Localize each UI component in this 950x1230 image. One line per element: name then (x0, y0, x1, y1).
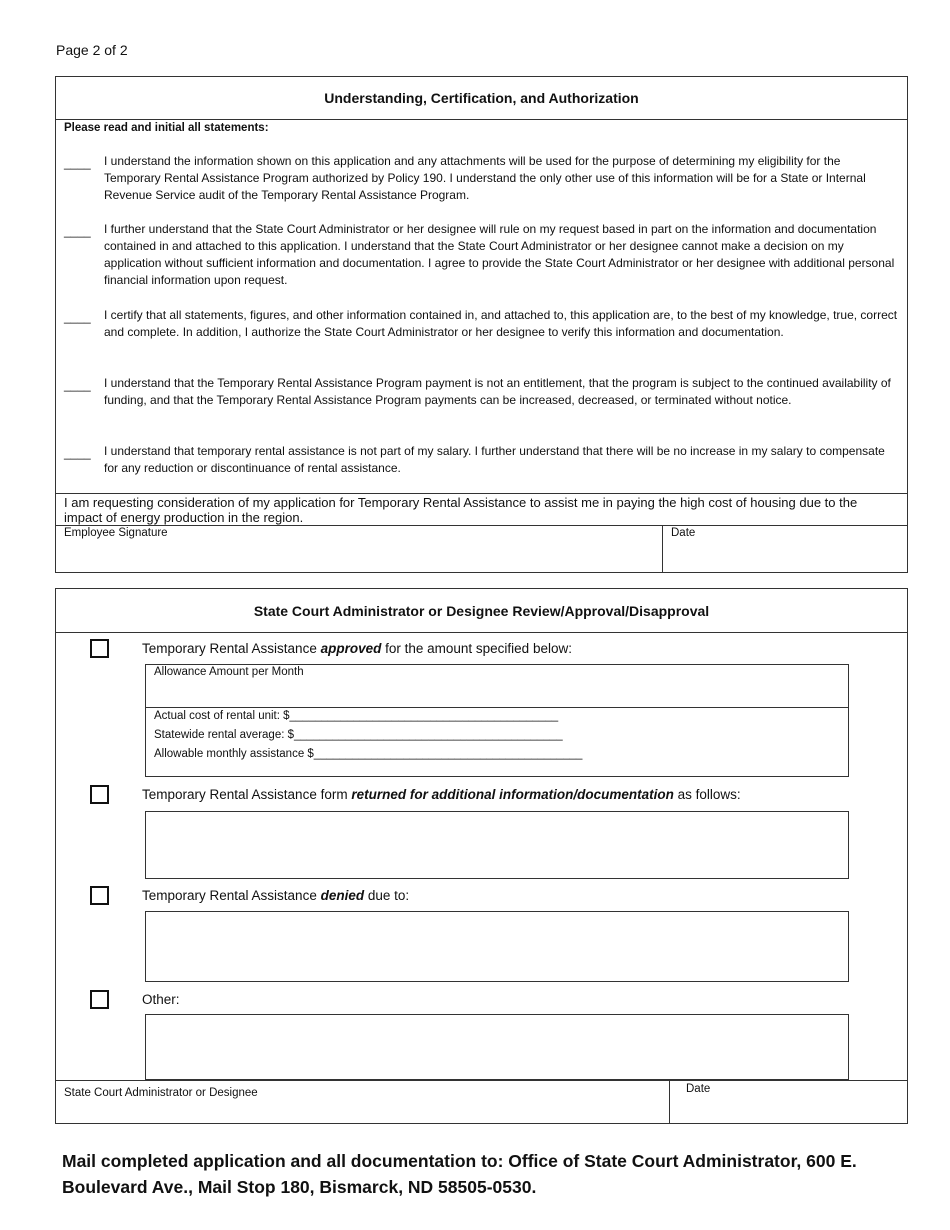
statement-item (64, 221, 899, 289)
page-number: Page 2 of 2 (56, 42, 128, 58)
employee-signature-field[interactable]: Employee Signature (64, 527, 168, 539)
instruction-text: Please read and initial all statements: (64, 122, 269, 134)
initial-blank[interactable]: ____ (64, 310, 91, 324)
statement-item (64, 153, 899, 204)
signature-row (56, 526, 907, 572)
initial-blank[interactable]: ____ (64, 378, 91, 392)
designee-date-field[interactable]: Date (686, 1083, 711, 1095)
actual-cost-field[interactable]: Actual cost of rental unit: $__________________________________________ (154, 710, 559, 722)
returned-checkbox[interactable] (90, 785, 109, 804)
statement-text: I understand the information shown on this application and any attachments will be used for the purpose of determining my eligibility for the Temporary Rental Assistance Program authorized by Policy 190. I understand the only other use of this information will be for a State or Internal Revenue Service audit of the Temporary Rental Assistance Program. (104, 154, 866, 202)
statement-item (64, 307, 899, 341)
initial-blank[interactable]: ____ (64, 224, 91, 238)
statement-text: I understand that temporary rental assistance is not part of my salary. I further understand that there will be no increase in my salary to compensate for any reduction or discontinuance of rental assistance. (104, 444, 885, 475)
designee-signature-row (56, 1080, 907, 1123)
allowable-assistance-field[interactable]: Allowable monthly assistance $__________________________________________ (154, 748, 583, 760)
denied-reason-field[interactable] (145, 911, 849, 982)
allowance-box (145, 664, 849, 777)
statewide-average-field[interactable]: Statewide rental average: $__________________________________________ (154, 729, 563, 741)
divider (662, 526, 663, 572)
returned-option-label: Temporary Rental Assistance form returned for additional information/documentation as follows: (142, 787, 741, 802)
statement-item (64, 375, 899, 409)
allowance-amount-field[interactable]: Allowance Amount per Month (154, 666, 304, 678)
initial-blank[interactable]: ____ (64, 446, 91, 460)
approved-checkbox[interactable] (90, 639, 109, 658)
certification-section (55, 76, 908, 573)
other-details-field[interactable] (145, 1014, 849, 1080)
divider (146, 707, 848, 708)
certification-title: Understanding, Certification, and Authorization (56, 77, 907, 120)
review-section (55, 588, 908, 1124)
signature-date-field[interactable]: Date (671, 527, 696, 539)
approved-option-label: Temporary Rental Assistance approved for the amount specified below: (142, 641, 572, 656)
other-option-label: Other: (142, 992, 180, 1007)
divider (669, 1081, 670, 1124)
returned-details-field[interactable] (145, 811, 849, 879)
other-checkbox[interactable] (90, 990, 109, 1009)
mail-instructions: Mail completed application and all documentation to: Office of State Court Administrator, 600 E. Boulevard Ave., Mail Stop 180, Bismarck, ND 58505-0530. (62, 1151, 857, 1197)
initial-blank[interactable]: ____ (64, 156, 91, 170)
designee-signature-field[interactable]: State Court Administrator or Designee (64, 1087, 258, 1099)
denied-checkbox[interactable] (90, 886, 109, 905)
statement-text: I further understand that the State Court Administrator or her designee will rule on my request based in part on the information and documentation contained in and attached to this application. I understand that the State Court Administrator or her designee cannot make a decision on my application without sufficient information and documentation. I agree to provide the State Court Administrator or her designee with additional personal financial information upon request. (104, 222, 895, 287)
statement-text: I understand that the Temporary Rental Assistance Program payment is not an entitlement, that the program is subject to the continued availability of funding, and that the Temporary Rental Assistance Program payments can be increased, decreased, or terminated without notice. (104, 376, 891, 407)
request-statement: I am requesting consideration of my application for Temporary Rental Assistance to assist me in paying the high cost of housing due to the impact of energy production in the region. (56, 493, 907, 526)
statement-text: I certify that all statements, figures, and other information contained in, and attached to, this application are, to the best of my knowledge, true, correct and complete. In addition, I authorize the State Court Administrator or her designee to verify this information and documentation. (104, 308, 898, 339)
denied-option-label: Temporary Rental Assistance denied due to: (142, 888, 410, 903)
review-title: State Court Administrator or Designee Review/Approval/Disapproval (56, 589, 907, 633)
statement-item (64, 443, 899, 477)
